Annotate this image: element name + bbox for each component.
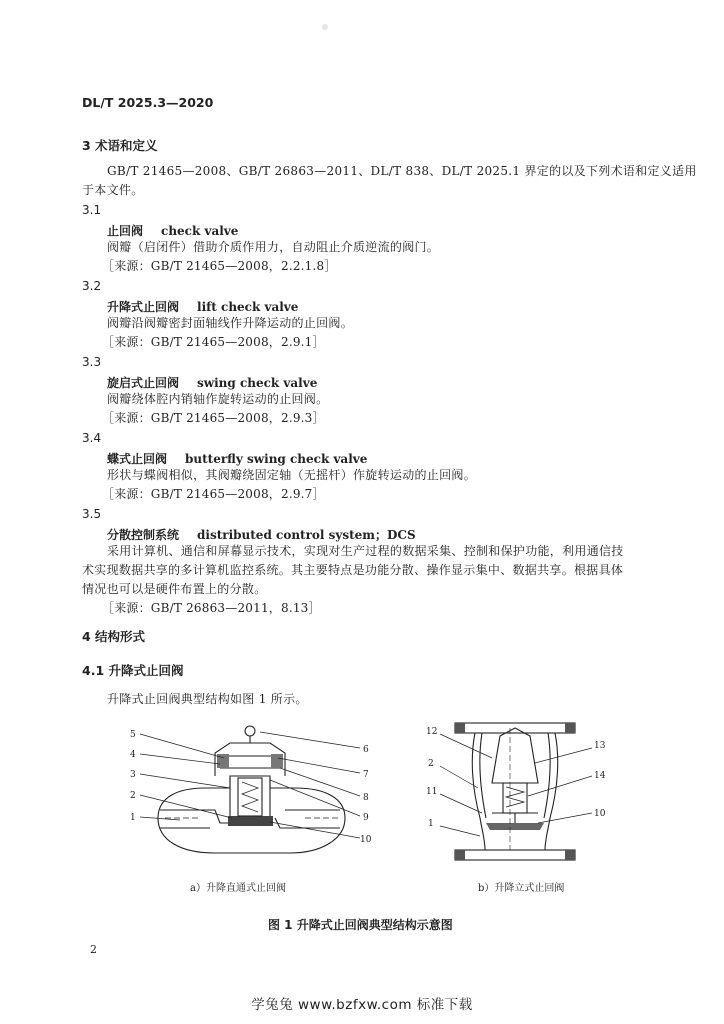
callout-label: 9 <box>363 813 369 823</box>
section-4-heading: 4 结构形式 <box>82 629 146 644</box>
callout-label: 12 <box>426 727 438 737</box>
term-cn: 旋启式止回阀 <box>107 376 180 390</box>
term-title <box>107 448 367 467</box>
term-en: check valve <box>161 224 239 238</box>
callout-label: 1 <box>130 813 136 823</box>
term-number: 3.5 <box>82 507 102 521</box>
callout-label: 10 <box>594 809 606 819</box>
term-source: ［来源：GB/T 21465—2008，2.9.7］ <box>102 487 325 501</box>
term-definition: 阀瓣沿阀瓣密封面轴线作升降运动的止回阀。 <box>107 316 354 330</box>
section-4-1-text: 升降式止回阀典型结构如图 1 所示。 <box>107 692 308 706</box>
callout-label: 11 <box>426 787 438 797</box>
figure-b-drawing <box>420 718 620 878</box>
page-number: 2 <box>90 943 97 956</box>
term-definition-line: 情况也可以是硬件布置上的分散。 <box>82 582 267 596</box>
callout-label: 3 <box>130 770 136 780</box>
term-cn: 升降式止回阀 <box>107 300 180 314</box>
figure-title: 图 1 升降式止回阀典型结构示意图 <box>268 918 453 932</box>
section-4-1-heading: 4.1 升降式止回阀 <box>82 663 184 678</box>
term-source: ［来源：GB/T 21465—2008，2.9.3］ <box>102 411 325 425</box>
figure-b-caption: b）升降立式止回阀 <box>478 883 565 894</box>
callout-label: 14 <box>594 771 606 781</box>
section-3-intro-line-2: 于本文件。 <box>82 183 144 197</box>
term-source: ［来源：GB/T 26863—2011，8.13］ <box>102 601 321 615</box>
callout-label: 6 <box>363 745 369 755</box>
figure-a-drawing <box>120 718 380 878</box>
term-definition: 阀瓣（启闭件）借助介质作用力，自动阻止介质逆流的阀门。 <box>107 240 440 254</box>
term-en: lift check valve <box>197 300 299 314</box>
term-number: 3.4 <box>82 431 102 445</box>
scan-speck <box>322 24 328 30</box>
term-number: 3.3 <box>82 355 102 369</box>
term-title <box>107 524 416 543</box>
term-title <box>107 220 238 239</box>
callout-label: 7 <box>363 770 369 780</box>
term-source: ［来源：GB/T 21465—2008，2.9.1］ <box>102 335 325 349</box>
term-en: distributed control system；DCS <box>197 528 416 542</box>
term-title <box>107 296 298 315</box>
term-definition-line: 采用计算机、通信和屏幕显示技术，实现对生产过程的数据采集、控制和保护功能，利用通信技 <box>107 544 624 558</box>
term-number: 3.1 <box>82 203 102 217</box>
callout-label: 10 <box>360 835 372 845</box>
term-definition: 形状与蝶阀相似，其阀瓣绕固定轴（无摇杆）作旋转运动的止回阀。 <box>107 468 477 482</box>
callout-label: 1 <box>428 819 434 829</box>
callout-label: 8 <box>363 793 369 803</box>
section-3-intro-line-1: GB/T 21465—2008、GB/T 26863—2011、DL/T 838、DL/T 2025.1 界定的以及下列术语和定义适用 <box>107 164 697 178</box>
term-cn: 蝶式止回阀 <box>107 452 168 466</box>
callout-label: 13 <box>594 741 606 751</box>
term-definition-line: 术实现数据共享的多计算机监控系统。其主要特点是功能分散、操作显示集中、数据共享。根据具体 <box>82 563 624 577</box>
callout-label: 2 <box>130 791 136 801</box>
term-en: swing check valve <box>197 376 318 390</box>
document-header: DL/T 2025.3—2020 <box>82 95 214 110</box>
figure-a-caption: a）升降直通式止回阀 <box>190 883 286 894</box>
term-en: butterfly swing check valve <box>185 452 368 466</box>
callout-label: 4 <box>130 750 136 760</box>
term-cn: 止回阀 <box>107 224 144 238</box>
callout-label: 5 <box>130 730 136 740</box>
term-cn: 分散控制系统 <box>107 528 180 542</box>
callout-label: 2 <box>428 759 434 769</box>
footer-watermark: 学兔兔 www.bzfxw.com 标准下载 <box>251 997 473 1013</box>
term-number: 3.2 <box>82 279 102 293</box>
term-source: ［来源：GB/T 21465—2008，2.2.1.8］ <box>102 259 337 273</box>
term-title <box>107 372 317 391</box>
term-definition: 阀瓣绕体腔内销轴作旋转运动的止回阀。 <box>107 392 329 406</box>
section-3-heading: 3 术语和定义 <box>82 138 158 153</box>
